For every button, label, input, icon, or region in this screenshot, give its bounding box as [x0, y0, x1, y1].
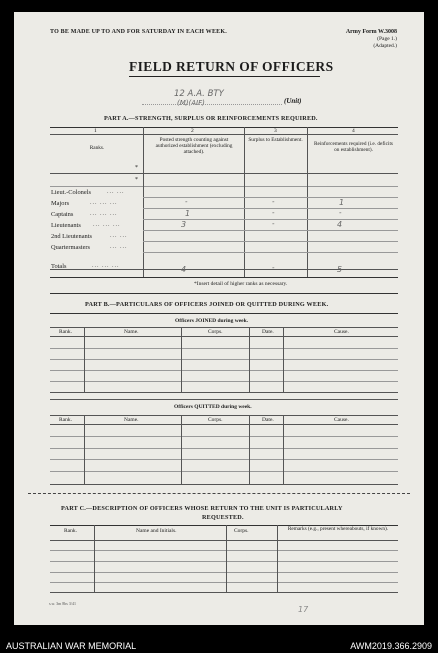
rank-row-dots: ... ... [107, 189, 125, 195]
posted-value: - [185, 198, 188, 206]
reinforcements-value: 4 [337, 220, 343, 229]
quitted-col-date: Date. [262, 417, 274, 423]
form-number: Army Form W.3008 [345, 29, 397, 35]
rank-row-label: 2nd Lieutenants [51, 233, 92, 240]
joined-col-corps: Corps. [208, 329, 223, 335]
joined-col-cause: Cause. [334, 329, 349, 335]
rank-row-dots: ... ... [110, 233, 128, 239]
rank-row-dots: ... ... ... [90, 211, 118, 217]
unit-handwriting: 12 A.A. BTY [174, 89, 224, 99]
posted-value: 1 [185, 209, 191, 218]
rank-row-dots: ... ... ... [93, 222, 121, 228]
part-a-title: PART A.—STRENGTH, SURPLUS OR REINFORCEMENTS REQUIRED. [104, 115, 318, 122]
rank-row-label: Lieutenants [51, 222, 81, 229]
unit-line [142, 104, 282, 105]
quitted-col-cause: Cause. [334, 417, 349, 423]
rank-row-label: Lieut.-Colonels [51, 189, 91, 196]
rank-row-label: Captains [51, 211, 74, 218]
rank-row-label: Majors [51, 200, 70, 207]
reinforcements-value: 1 [339, 198, 345, 207]
form-page [14, 12, 424, 625]
form-reference [346, 29, 397, 50]
star-marker: * [135, 177, 138, 183]
rank-row-dots: ... ... ... [90, 200, 118, 206]
part-c-col-name: Name and Initials. [136, 528, 177, 534]
reinforcements-value: - [339, 209, 342, 217]
col-number-1: 1 [94, 128, 97, 134]
part-c-col-corps: Corps. [234, 528, 249, 534]
unit-label: (Unit) [284, 97, 302, 105]
joined-col-name: Name. [124, 329, 139, 335]
form-title: FIELD RETURN OF OFFICERS [129, 59, 334, 74]
quitted-col-corps: Corps. [208, 417, 223, 423]
form-adapted: (Adapted.) [373, 43, 397, 49]
totals-reinforcements: 5 [337, 265, 343, 274]
col-header-ranks: Ranks. [89, 145, 105, 151]
col-number-4: 4 [352, 128, 355, 134]
top-note: TO BE MADE UP TO AND FOR SATURDAY IN EACH WEEK. [50, 29, 227, 35]
joined-col-date: Date. [262, 329, 274, 335]
joined-col-rank: Rank. [59, 329, 72, 335]
totals-dots: ... ... ... [92, 263, 120, 269]
form-page: (Page 1.) [377, 36, 397, 42]
title-underline [129, 76, 320, 77]
rank-row-dots: ... ... [110, 244, 128, 250]
part-a-footnote: *Insert detail of higher ranks as necessary. [194, 281, 288, 287]
part-c-col-rank: Rank. [64, 528, 77, 534]
part-c-title-continued: REQUESTED. [202, 514, 244, 521]
star-marker: * [135, 165, 138, 171]
rank-row-label: Quartermasters [51, 244, 91, 251]
totals-label: Totals [51, 263, 67, 270]
surplus-value: - [272, 209, 275, 217]
quitted-col-rank: Rank. [59, 417, 72, 423]
posted-value: 3 [181, 220, 187, 229]
archive-caption-right: AWM2019.366.2909 [350, 641, 432, 651]
joined-title: Officers JOINED during week. [175, 318, 249, 324]
page-mark: 17 [298, 605, 309, 614]
part-b-title: PART B.—PARTICULARS OF OFFICERS JOINED OR QUITTED DURING WEEK. [85, 301, 329, 308]
part-c-col-remarks: Remarks (e.g., present whereabouts, if known). [287, 526, 389, 532]
totals-posted: 4 [181, 265, 187, 274]
col-header-posted: Posted strength counting against authorized establishment (excluding attached). [155, 137, 233, 155]
col-header-surplus: Surplus to Establishment. [248, 137, 303, 143]
surplus-value: - [272, 198, 275, 206]
part-c-title: PART C.—DESCRIPTION OF OFFICERS WHOSE RETURN TO THE UNIT IS PARTICULARLY [61, 505, 343, 512]
unit-handwriting-sub: (M)(AIF) [177, 99, 205, 107]
archive-caption-left: AUSTRALIAN WAR MEMORIAL [6, 641, 137, 651]
part-c-separator [28, 493, 410, 494]
totals-surplus: - [272, 264, 275, 272]
col-header-reinforcements: Reinforcements required (i.e. deficits on establishment). [314, 141, 393, 153]
part-a-top-rule [50, 127, 398, 128]
quitted-title: Officers QUITTED during week. [174, 404, 252, 410]
col-number-2: 2 [191, 128, 194, 134]
surplus-value: - [272, 220, 275, 228]
col-number-3: 3 [274, 128, 277, 134]
quitted-col-name: Name. [124, 417, 139, 423]
printer-code: s.w. 3m 8bs 3/41 [49, 601, 76, 606]
